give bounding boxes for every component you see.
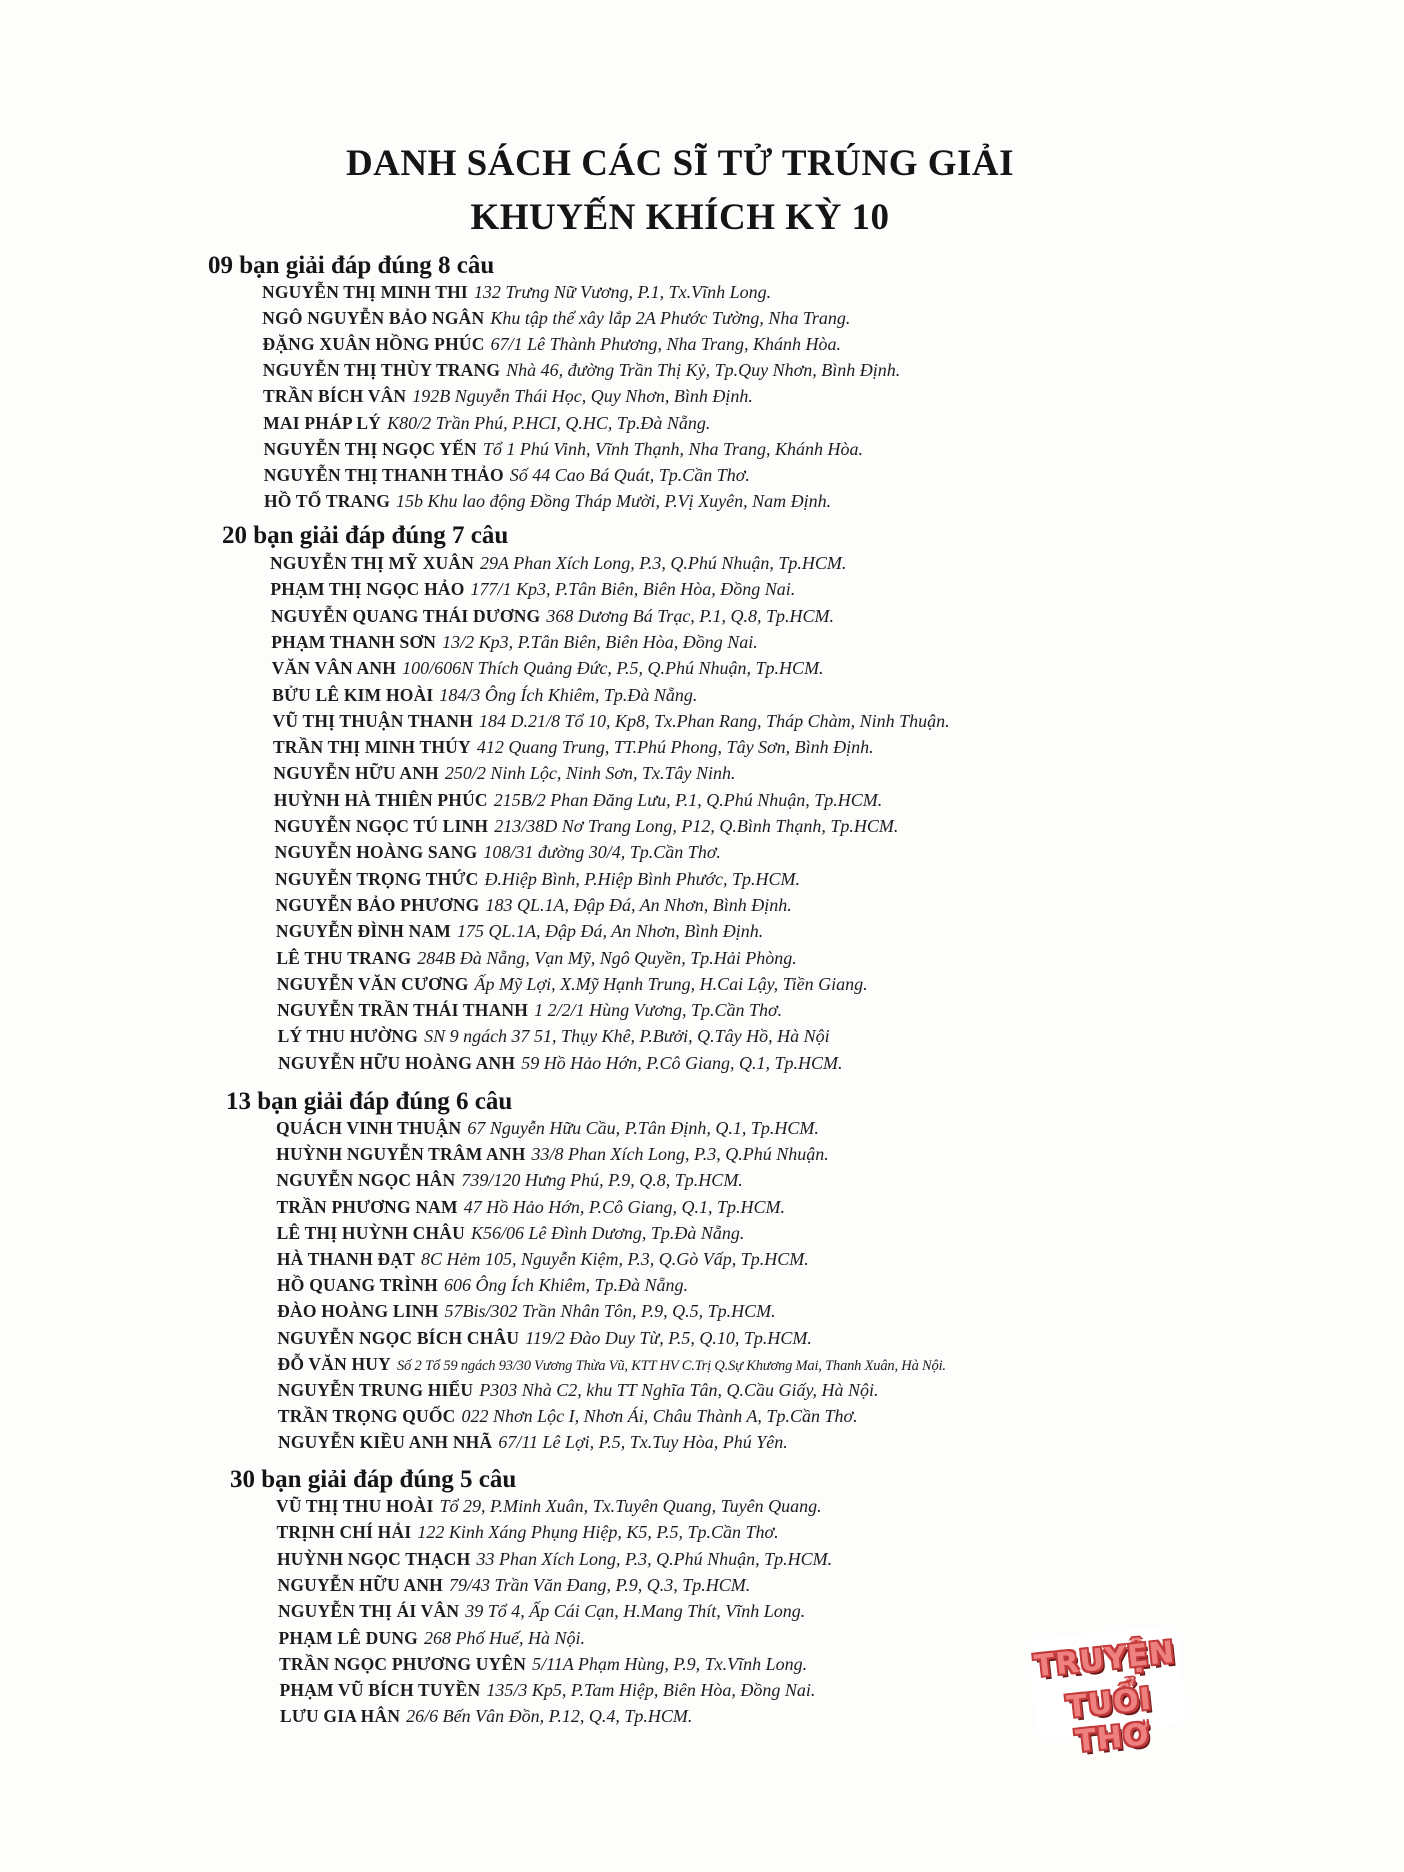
truyen-tuoi-tho-logo	[1027, 1624, 1187, 1760]
winner-name: NGUYỄN BẢO PHƯƠNG	[275, 894, 480, 915]
winner-entry	[277, 1000, 782, 1022]
winner-address: 606 Ông Ích Khiêm, Tp.Đà Nẵng.	[443, 1275, 688, 1296]
winner-address: 135/3 Kp5, P.Tam Hiệp, Biên Hòa, Đồng Nai.	[486, 1680, 816, 1701]
winner-address: 100/606N Thích Quảng Đức, P.5, Q.Phú Nhuận, Tp.HCM.	[402, 658, 824, 679]
logo-text-line-2: TUỔI THƠ	[1064, 1681, 1154, 1760]
winner-address: 1 2/2/1 Hùng Vương, Tp.Cần Thơ.	[534, 1000, 783, 1021]
winner-entry	[280, 1706, 692, 1728]
winner-name: TRẦN NGỌC PHƯƠNG UYÊN	[279, 1653, 527, 1674]
winner-entry	[278, 1053, 842, 1075]
winner-entry	[277, 1522, 779, 1544]
winner-address: 412 Quang Trung, TT.Phú Phong, Tây Sơn, Bình Định.	[476, 737, 874, 758]
winner-address: 47 Hồ Hảo Hớn, P.Cô Giang, Q.1, Tp.HCM.	[463, 1196, 786, 1217]
winner-address: 15b Khu lao động Đồng Tháp Mười, P.Vị Xuyên, Nam Định.	[396, 490, 832, 511]
winner-address: 215B/2 Phan Đăng Lưu, P.1, Q.Phú Nhuận, Tp.HCM.	[493, 789, 883, 810]
page-title-line-1: DANH SÁCH CÁC SĨ TỬ TRÚNG GIẢI	[345, 143, 1015, 184]
winner-entry	[262, 282, 771, 304]
winner-address: 79/43 Trần Văn Đang, P.9, Q.3, Tp.HCM.	[449, 1574, 751, 1595]
winner-entry	[276, 921, 763, 943]
winner-address: 368 Dương Bá Trạc, P.1, Q.8, Tp.HCM.	[546, 605, 834, 626]
winner-entry	[275, 842, 721, 864]
winner-name: LƯU GIA HÂN	[280, 1706, 401, 1727]
winner-name: PHẠM VŨ BÍCH TUYỀN	[279, 1680, 481, 1701]
winner-entry	[277, 1197, 786, 1219]
winner-name: HUỲNH HÀ THIÊN PHÚC	[273, 789, 488, 810]
winner-entry	[278, 1432, 788, 1454]
winner-entry	[275, 869, 800, 891]
winner-entry	[276, 1170, 742, 1192]
winner-entry	[263, 360, 901, 382]
winner-address: Ấp Mỹ Lợi, X.Mỹ Hạnh Trung, H.Cai Lậy, Tiền Giang.	[474, 973, 868, 994]
winner-address: 132 Trưng Nữ Vương, P.1, Tx.Vĩnh Long.	[473, 282, 772, 302]
winner-address: 33/8 Phan Xích Long, P.3, Q.Phú Nhuận.	[531, 1144, 829, 1165]
winner-name: LÊ THU TRANG	[276, 947, 412, 968]
winner-name: NGUYỄN HỮU ANH	[273, 763, 439, 784]
winner-address: K80/2 Trần Phú, P.HCI, Q.HC, Tp.Đà Nẵng.	[387, 412, 711, 433]
winner-address: 67/1 Lê Thành Phương, Nha Trang, Khánh Hòa.	[490, 334, 842, 355]
winner-address: Số 2 Tổ 59 ngách 93/30 Vương Thừa Vũ, KTT HV C.Trị Q.Sự Khương Mai, Thanh Xuân, Hà Nội.	[397, 1357, 946, 1374]
winner-address: K56/06 Lê Đình Dương, Tp.Đà Nẵng.	[470, 1222, 745, 1243]
winner-address: 39 Tổ 4, Ấp Cái Cạn, H.Mang Thít, Vĩnh Long.	[465, 1601, 806, 1622]
winner-name: TRẦN THỊ MINH THÚY	[272, 737, 471, 758]
section-heading: 30 bạn giải đáp đúng 5 câu	[230, 1466, 517, 1493]
winner-address: 183 QL.1A, Đập Đá, An Nhơn, Bình Định.	[485, 894, 792, 915]
winner-entry	[275, 895, 791, 917]
winner-name: NGUYỄN VĂN CƯƠNG	[276, 973, 469, 994]
winner-address: 177/1 Kp3, P.Tân Biên, Biên Hòa, Đồng Nai.	[470, 579, 796, 600]
winner-address: 284B Đà Nẵng, Vạn Mỹ, Ngô Quyền, Tp.Hải Phòng.	[417, 947, 797, 968]
winner-address: 29A Phan Xích Long, P.3, Q.Phú Nhuận, Tp.HCM.	[480, 553, 847, 573]
winner-name: VŨ THỊ THU HOÀI	[276, 1496, 434, 1516]
winner-name: LÝ THU HƯỜNG	[277, 1026, 419, 1047]
winner-name: NGUYỄN THỊ MỸ XUÂN	[270, 553, 475, 573]
winner-name: HỒ TỐ TRANG	[264, 490, 391, 511]
winner-name: VŨ THỊ THUẬN THANH	[272, 710, 474, 731]
winner-name: TRẦN PHƯƠNG NAM	[276, 1196, 458, 1217]
winner-name: NGUYỄN NGỌC BÍCH CHÂU	[277, 1327, 520, 1348]
winner-name: NGUYỄN ĐÌNH NAM	[275, 921, 451, 942]
winner-name: QUÁCH VINH THUẬN	[276, 1118, 462, 1138]
winner-name: HUỲNH NGỌC THẠCH	[277, 1548, 471, 1569]
winner-address: Khu tập thể xây lắp 2A Phước Tường, Nha Trang.	[490, 308, 851, 329]
winner-address: 33 Phan Xích Long, P.3, Q.Phú Nhuận, Tp.HCM.	[476, 1548, 833, 1569]
winner-name: PHẠM THỊ NGỌC HẢO	[270, 579, 465, 600]
winner-name: NGUYỄN THỊ MINH THI	[262, 282, 468, 302]
winner-address: 739/120 Hưng Phú, P.9, Q.8, Tp.HCM.	[461, 1170, 743, 1191]
winner-name: TRẦN TRỌNG QUỐC	[277, 1406, 456, 1427]
winner-address: 250/2 Ninh Lộc, Ninh Sơn, Tx.Tây Ninh.	[444, 763, 736, 784]
winner-name: TRẦN BÍCH VÂN	[263, 386, 407, 407]
winner-address: SN 9 ngách 37 51, Thụy Khê, P.Bưởi, Q.Tây Hồ, Hà Nội	[424, 1026, 830, 1047]
winner-entry	[277, 974, 868, 996]
winner-name: HÀ THANH ĐẠT	[276, 1249, 416, 1269]
winner-entry	[276, 1144, 829, 1166]
winner-name: NGUYỄN THỊ THANH THẢO	[263, 464, 504, 485]
winner-address: 022 Nhơn Lộc I, Nhơn Ái, Châu Thành A, Tp.Cần Thơ.	[461, 1406, 858, 1427]
winner-address: 5/11A Phạm Hùng, P.9, Tx.Vĩnh Long.	[532, 1653, 808, 1674]
winner-name: ĐẶNG XUÂN HỒNG PHÚC	[262, 334, 485, 355]
winner-entry	[277, 1249, 809, 1271]
winner-entry	[278, 1380, 879, 1402]
winner-entry	[273, 737, 874, 759]
winner-name: NGUYỄN TRỌNG THỨC	[275, 868, 479, 889]
winner-name: HUỲNH NGUYỄN TRÂM ANH	[276, 1144, 526, 1165]
winner-name: LÊ THỊ HUỲNH CHÂU	[276, 1222, 465, 1243]
winner-address: Tổ 1 Phú Vinh, Vĩnh Thạnh, Nha Trang, Khánh Hòa.	[482, 438, 864, 459]
winner-entry	[271, 606, 834, 628]
winner-entry	[274, 790, 883, 812]
winner-entry	[274, 816, 898, 838]
winner-entry	[263, 334, 842, 356]
winner-entry	[273, 763, 735, 785]
winner-name: NGUYỄN TRẦN THÁI THANH	[277, 1000, 529, 1021]
winner-entry	[272, 658, 824, 680]
winner-name: PHẠM THANH SƠN	[271, 631, 437, 652]
section-heading: 20 bạn giải đáp đúng 7 câu	[222, 522, 509, 549]
winner-entry	[276, 1496, 822, 1518]
winner-entry	[273, 711, 950, 733]
winner-entry	[277, 1275, 688, 1297]
winner-address: 184/3 Ông Ích Khiêm, Tp.Đà Nẵng.	[439, 684, 698, 705]
winner-entry	[277, 1301, 776, 1323]
winner-address: 26/6 Bến Vân Đồn, P.12, Q.4, Tp.HCM.	[406, 1706, 693, 1727]
winner-address: 57Bis/302 Trần Nhân Tôn, P.9, Q.5, Tp.HCM.	[444, 1301, 776, 1322]
winner-entry	[279, 1654, 807, 1676]
winner-address: 119/2 Đào Duy Từ, P.5, Q.10, Tp.HCM.	[525, 1327, 812, 1348]
winner-entry	[278, 1406, 858, 1428]
winner-address: P303 Nhà C2, khu TT Nghĩa Tân, Q.Cầu Giấy, Hà Nội.	[479, 1380, 879, 1400]
winner-address: 8C Hẻm 105, Nguyễn Kiệm, P.3, Q.Gò Vấp, Tp.HCM.	[421, 1249, 809, 1269]
section-heading: 09 bạn giải đáp đúng 8 câu	[208, 252, 495, 279]
winner-entry	[277, 1549, 832, 1571]
winner-entry	[276, 1118, 819, 1140]
winner-entry	[278, 1026, 830, 1048]
winner-address: Đ.Hiệp Bình, P.Hiệp Bình Phước, Tp.HCM.	[484, 868, 800, 889]
winner-address: 175 QL.1A, Đập Đá, An Nhơn, Bình Định.	[456, 921, 764, 942]
winner-name: NGUYỄN HỮU HOÀNG ANH	[278, 1052, 516, 1073]
winner-name: PHẠM LÊ DUNG	[278, 1627, 418, 1648]
winner-entry	[264, 439, 864, 461]
winner-name: MAI PHÁP LÝ	[263, 412, 382, 433]
winner-address: 13/2 Kp3, P.Tân Biên, Biên Hòa, Đồng Nai.	[442, 631, 758, 652]
winner-entry	[270, 579, 795, 601]
winner-name: HỒ QUANG TRÌNH	[277, 1275, 438, 1296]
winner-entry	[278, 1575, 751, 1597]
winner-entry	[271, 632, 758, 654]
winner-address: 268 Phố Huế, Hà Nội.	[423, 1627, 585, 1648]
winner-name: NGUYỄN THỊ NGỌC YẾN	[263, 438, 477, 459]
winner-name: NGUYỄN TRUNG HIẾU	[277, 1380, 474, 1400]
winner-name: ĐÀO HOÀNG LINH	[277, 1301, 439, 1322]
winner-address: 59 Hồ Hảo Hớn, P.Cô Giang, Q.1, Tp.HCM.	[521, 1052, 843, 1073]
winner-name: VĂN VÂN ANH	[271, 658, 397, 679]
winner-address: Số 44 Cao Bá Quát, Tp.Cần Thơ.	[509, 464, 750, 485]
winner-name: NGUYỄN NGỌC HÂN	[276, 1170, 456, 1191]
winner-name: NGUYỄN NGỌC TÚ LINH	[274, 816, 489, 836]
winner-entry	[279, 1628, 585, 1650]
winner-entry	[270, 553, 846, 575]
winner-entry	[263, 386, 753, 408]
winner-name: NGUYỄN KIỀU ANH NHÃ	[278, 1432, 493, 1453]
winner-address: 213/38D Nơ Trang Long, P12, Q.Bình Thạnh, Tp.HCM.	[494, 816, 899, 836]
winner-entry	[278, 1601, 805, 1623]
winner-entry	[262, 308, 850, 330]
winner-name: NGUYỄN QUANG THÁI DƯƠNG	[270, 605, 541, 626]
winner-entry	[277, 1328, 812, 1350]
winner-name: TRỊNH CHÍ HẢI	[276, 1522, 412, 1543]
winner-entry	[263, 413, 710, 435]
winner-address: 122 Kinh Xáng Phụng Hiệp, K5, P.5, Tp.Cần Thơ.	[417, 1522, 779, 1543]
winner-entry	[264, 465, 750, 487]
winner-entry	[278, 1354, 946, 1376]
winner-entry	[277, 1223, 745, 1245]
winner-name: ĐỖ VĂN HUY	[277, 1353, 391, 1374]
winner-address: 67 Nguyễn Hữu Cầu, P.Tân Định, Q.1, Tp.HCM.	[467, 1118, 819, 1138]
winner-entry	[272, 685, 697, 707]
winner-address: Tổ 29, P.Minh Xuân, Tx.Tuyên Quang, Tuyên Quang.	[439, 1496, 822, 1516]
winner-name: NGUYỄN THỊ THÙY TRANG	[262, 360, 501, 381]
winner-entry	[264, 491, 831, 513]
winner-name: NGUYỄN THỊ ÁI VÂN	[278, 1601, 460, 1622]
winner-entry	[280, 1680, 816, 1702]
winner-address: 184 D.21/8 Tổ 10, Kp8, Tx.Phan Rang, Tháp Chàm, Ninh Thuận.	[479, 710, 950, 731]
logo-text-line-1: TRUYỆN	[1032, 1634, 1177, 1685]
winner-address: 108/31 đường 30/4, Tp.Cần Thơ.	[483, 842, 721, 863]
winner-address: 67/11 Lê Lợi, P.5, Tx.Tuy Hòa, Phú Yên.	[498, 1432, 788, 1453]
winner-name: NGUYỄN HOÀNG SANG	[274, 842, 478, 863]
winner-name: NGÔ NGUYỄN BẢO NGÂN	[262, 308, 485, 329]
winner-address: Nhà 46, đường Trần Thị Kỷ, Tp.Quy Nhơn, Bình Định.	[506, 360, 901, 381]
page-title-line-2: KHUYẾN KHÍCH KỲ 10	[470, 197, 890, 238]
section-heading: 13 bạn giải đáp đúng 6 câu	[226, 1088, 513, 1115]
winner-entry	[276, 948, 796, 970]
winner-name: NGUYỄN HỮU ANH	[277, 1574, 443, 1595]
winner-name: BỬU LÊ KIM HOÀI	[272, 684, 434, 705]
winner-address: 192B Nguyễn Thái Học, Quy Nhơn, Bình Định.	[412, 386, 753, 407]
